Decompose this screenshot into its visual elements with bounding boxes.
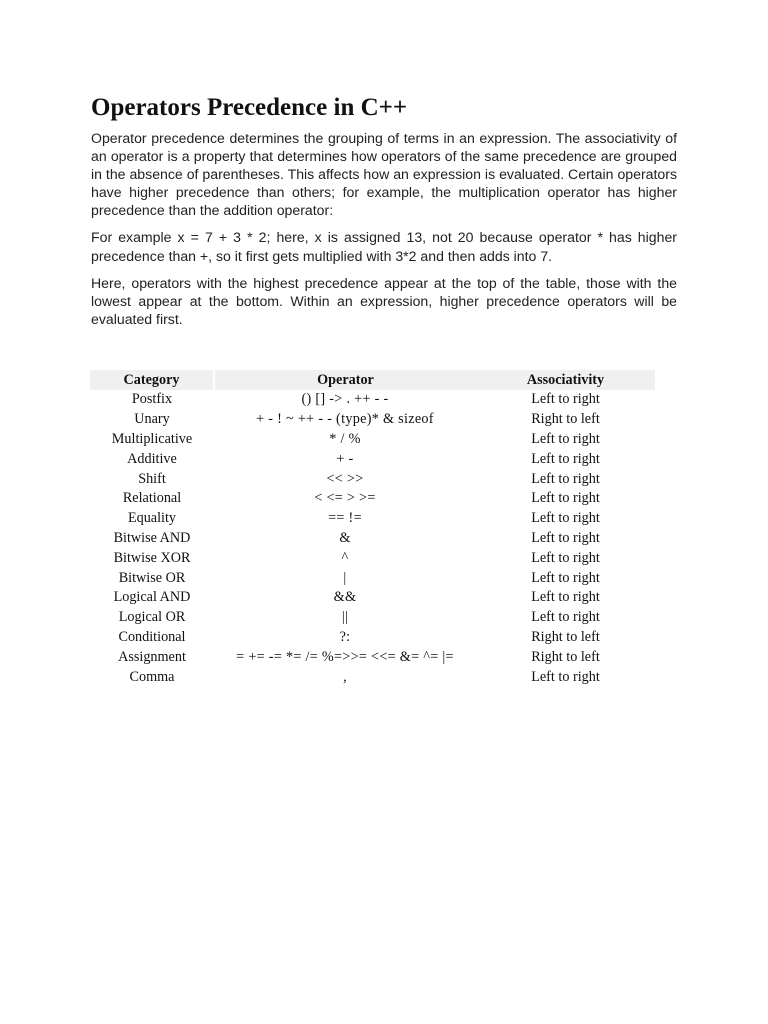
table-header-row bbox=[90, 370, 655, 390]
operator-cell: ^ bbox=[341, 549, 349, 566]
table-row bbox=[90, 410, 655, 430]
table-row bbox=[90, 449, 655, 469]
table-row bbox=[90, 647, 655, 667]
operator-cell: & bbox=[339, 529, 351, 546]
table-row bbox=[90, 667, 655, 687]
header-category: Category bbox=[123, 371, 180, 388]
table-row bbox=[90, 489, 655, 509]
header-associativity: Associativity bbox=[526, 371, 605, 388]
category-cell: Postfix bbox=[131, 391, 173, 408]
associativity-cell: Left to right bbox=[531, 391, 600, 408]
category-cell: Bitwise XOR bbox=[113, 549, 191, 566]
associativity-cell: Left to right bbox=[531, 529, 600, 546]
operator-cell: () [] -> . ++ - - bbox=[301, 391, 389, 408]
associativity-cell: Right to left bbox=[531, 648, 600, 665]
paragraph-intro: Operator precedence determines the grouping of terms in an expression. The associativity of an operator is a property that determines how operators of the same precedence are grouped in the absence of parentheses. This affects how an expression is evaluated. Certain operators have higher precedence than others; for example, the multiplication operator has higher precedence than the addition operator: bbox=[91, 130, 677, 219]
operator-cell: + - bbox=[336, 450, 354, 467]
table-row bbox=[90, 588, 655, 608]
table-row bbox=[90, 548, 655, 568]
table-row bbox=[90, 430, 655, 450]
associativity-cell: Left to right bbox=[531, 569, 600, 586]
operator-cell: , bbox=[343, 668, 347, 685]
operator-cell: || bbox=[341, 609, 349, 626]
table-row bbox=[90, 390, 655, 410]
precedence-table-container bbox=[90, 370, 655, 687]
associativity-cell: Left to right bbox=[531, 589, 600, 606]
operator-cell: << >> bbox=[326, 470, 364, 487]
operator-cell: * / % bbox=[329, 430, 361, 447]
category-cell: Equality bbox=[127, 510, 177, 527]
associativity-cell: Left to right bbox=[531, 609, 600, 626]
operator-cell: + - ! ~ ++ - - (type)* & sizeof bbox=[256, 411, 434, 428]
associativity-cell: Right to left bbox=[531, 628, 600, 645]
document-body bbox=[91, 92, 677, 337]
header-operator: Operator bbox=[214, 370, 476, 390]
paragraph-ordering: Here, operators with the highest precedence appear at the top of the table, those with the lowest appear at the bottom. Within an expression, higher precedence operators will be evaluated first. bbox=[91, 274, 677, 327]
category-cell: Assignment bbox=[118, 648, 186, 665]
associativity-cell: Left to right bbox=[531, 510, 600, 527]
operator-cell: = += -= *= /= %=>>= <<= &= ^= |= bbox=[236, 648, 454, 665]
associativity-cell: Left to right bbox=[531, 450, 600, 467]
category-cell: Multiplicative bbox=[111, 430, 193, 447]
category-cell: Logical AND bbox=[113, 589, 191, 606]
operator-cell: && bbox=[333, 589, 357, 606]
table-row bbox=[90, 568, 655, 588]
category-cell: Comma bbox=[129, 668, 175, 685]
category-cell: Bitwise OR bbox=[118, 569, 186, 586]
page-title: Operators Precedence in C++ bbox=[91, 94, 408, 121]
operator-cell: < <= > >= bbox=[314, 490, 376, 507]
table-row bbox=[90, 529, 655, 549]
category-cell: Conditional bbox=[118, 628, 186, 645]
table-row bbox=[90, 608, 655, 628]
paragraph-example: For example x = 7 + 3 * 2; here, x is assigned 13, not 20 because operator * has higher precedence than +, so it first gets multiplied with 3*2 and then adds into 7. bbox=[91, 229, 677, 264]
associativity-cell: Left to right bbox=[531, 549, 600, 566]
category-cell: Bitwise AND bbox=[113, 529, 191, 546]
category-cell: Unary bbox=[134, 411, 170, 428]
associativity-cell: Left to right bbox=[531, 490, 600, 507]
associativity-cell: Left to right bbox=[531, 668, 600, 685]
operator-cell: ?: bbox=[339, 628, 351, 645]
table-row bbox=[90, 509, 655, 529]
operator-cell: == != bbox=[328, 510, 362, 527]
associativity-cell: Left to right bbox=[531, 430, 600, 447]
category-cell: Additive bbox=[127, 450, 177, 467]
category-cell: Relational bbox=[122, 490, 182, 507]
associativity-cell: Left to right bbox=[531, 470, 600, 487]
associativity-cell: Right to left bbox=[531, 411, 600, 428]
precedence-table bbox=[90, 370, 655, 687]
category-cell: Logical OR bbox=[118, 609, 186, 626]
category-cell: Shift bbox=[138, 470, 166, 487]
operator-cell: | bbox=[343, 569, 347, 586]
table-row bbox=[90, 628, 655, 648]
table-row bbox=[90, 469, 655, 489]
